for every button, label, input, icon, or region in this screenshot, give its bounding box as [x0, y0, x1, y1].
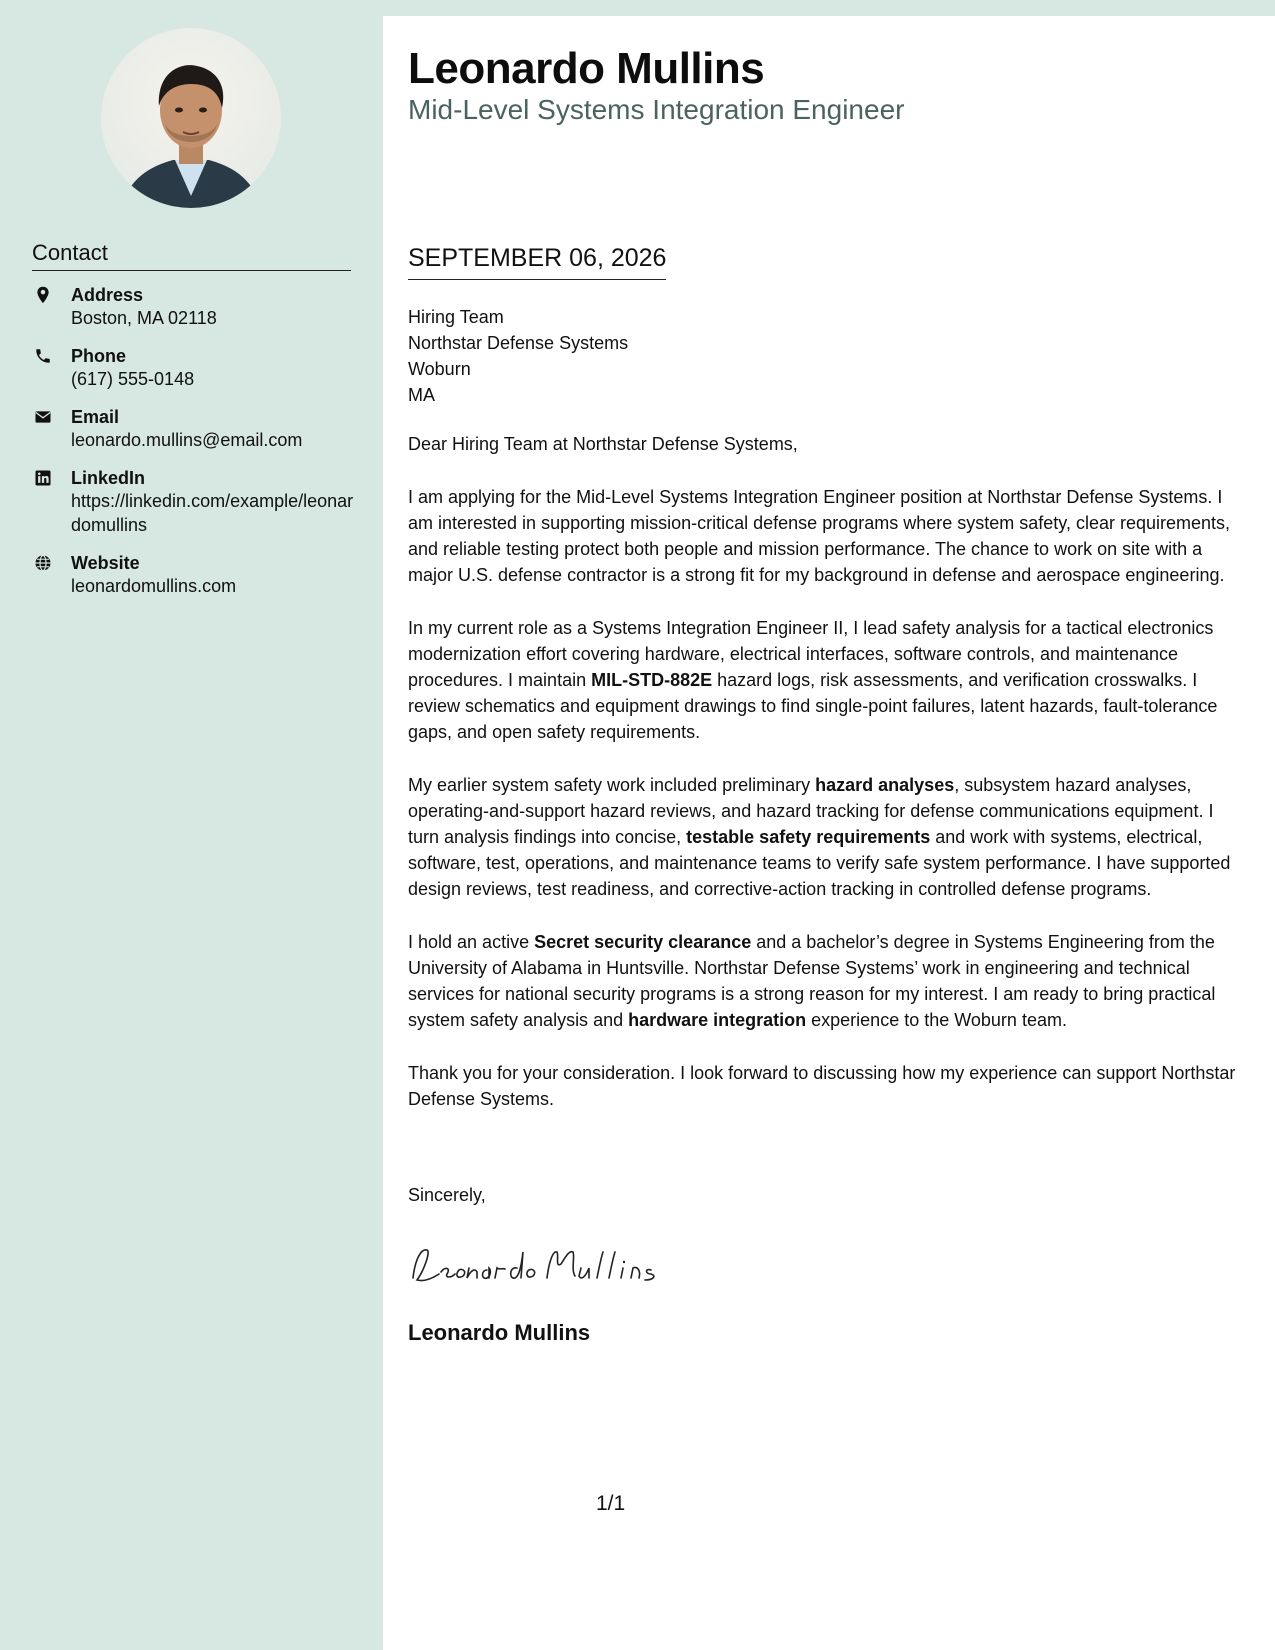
letter-text	[408, 431, 1238, 1139]
contact-website	[32, 552, 362, 598]
profile-photo	[101, 28, 281, 208]
highlight: testable safety requirements	[686, 827, 931, 847]
location-pin-icon	[34, 286, 52, 304]
contact-linkedin	[32, 467, 362, 537]
contact-label: Email	[71, 407, 120, 427]
avatar	[101, 28, 281, 208]
paragraph-3: My earlier system safety work included preliminary hazard analyses, subsystem hazard analyses, operating-and-support hazard reviews, and hazard tracking for defense communications equipment. I turn analysis findings into concise, testable safety requirements and work with systems, electrical, software, test, operations, and maintenance teams to verify safe system performance. I have supported design reviews, test readiness, and corrective-action tracking in controlled defense programs.	[408, 775, 1231, 899]
linkedin-icon	[34, 469, 52, 487]
envelope-icon	[34, 408, 52, 426]
contact-value[interactable]: leonardomullins.com	[71, 576, 237, 596]
highlight: hazard analyses	[815, 775, 955, 795]
contact-value[interactable]: https://linkedin.com/example/leonardomullins	[71, 491, 354, 535]
applicant-role: Mid-Level Systems Integration Engineer	[408, 94, 905, 125]
highlight: MIL-STD-882E	[591, 670, 713, 690]
recipient-line: Woburn	[408, 359, 471, 379]
closing: Sincerely,	[408, 1185, 486, 1205]
page-number: 1/1	[596, 1492, 626, 1515]
contact-label: Website	[71, 553, 140, 573]
contact-list	[32, 284, 362, 613]
highlight: Secret security clearance	[534, 932, 752, 952]
contact-value: (617) 555-0148	[71, 369, 195, 389]
signed-name: Leonardo Mullins	[408, 1320, 591, 1345]
paragraph-2: In my current role as a Systems Integration Engineer II, I lead safety analysis for a tactical electronics modernization effort covering hardware, electrical interfaces, software controls, and maintenance procedures. I maintain MIL-STD-882E hazard logs, risk assessments, and verification crosswalks. I review schematics and equipment drawings to find single-point failures, latent hazards, fault-tolerance gaps, and open safety requirements.	[408, 618, 1218, 742]
highlight: hardware integration	[628, 1010, 807, 1030]
contact-address	[32, 284, 362, 330]
contact-label: Address	[71, 285, 144, 305]
phone-icon	[34, 347, 52, 365]
recipient-line: Northstar Defense Systems	[408, 333, 629, 353]
salutation: Dear Hiring Team at Northstar Defense Systems,	[408, 434, 798, 454]
contact-heading: Contact	[32, 240, 351, 271]
recipient-block	[408, 304, 1238, 408]
recipient-line: MA	[408, 385, 435, 405]
paragraph-5: Thank you for your consideration. I look forward to discussing how my experience can support Northstar Defense Systems.	[408, 1063, 1236, 1109]
contact-value: Boston, MA 02118	[71, 308, 217, 328]
paragraph-1: I am applying for the Mid-Level Systems Integration Engineer position at Northstar Defense Systems. I am interested in supporting mission-critical defense programs where system safety, clear requirements, and reliable testing protect both people and mission performance. The chance to work on site with a major U.S. defense contractor is a strong fit for my background in defense and aerospace engineering.	[408, 487, 1231, 585]
letter-date: SEPTEMBER 06, 2026	[408, 244, 666, 280]
letter-body	[383, 16, 1275, 1650]
applicant-name: Leonardo Mullins	[408, 44, 765, 93]
paragraph-4: I hold an active Secret security clearance and a bachelor’s degree in Systems Engineering from the University of Alabama in Huntsville. Northstar Defense Systems’ work in engineering and technical services for national security programs is a strong reason for my interest. I am ready to bring practical system safety analysis and hardware integration experience to the Woburn team.	[408, 932, 1216, 1030]
contact-label: Phone	[71, 346, 127, 366]
contact-label: LinkedIn	[71, 468, 146, 488]
handwritten-signature	[405, 1238, 665, 1295]
globe-icon	[34, 554, 52, 572]
recipient-line: Hiring Team	[408, 307, 504, 327]
top-band	[383, 0, 1275, 16]
contact-value: leonardo.mullins@email.com	[71, 430, 303, 450]
contact-phone	[32, 345, 362, 391]
sidebar	[0, 0, 383, 1650]
signature-image	[405, 1238, 665, 1290]
contact-email	[32, 406, 362, 452]
